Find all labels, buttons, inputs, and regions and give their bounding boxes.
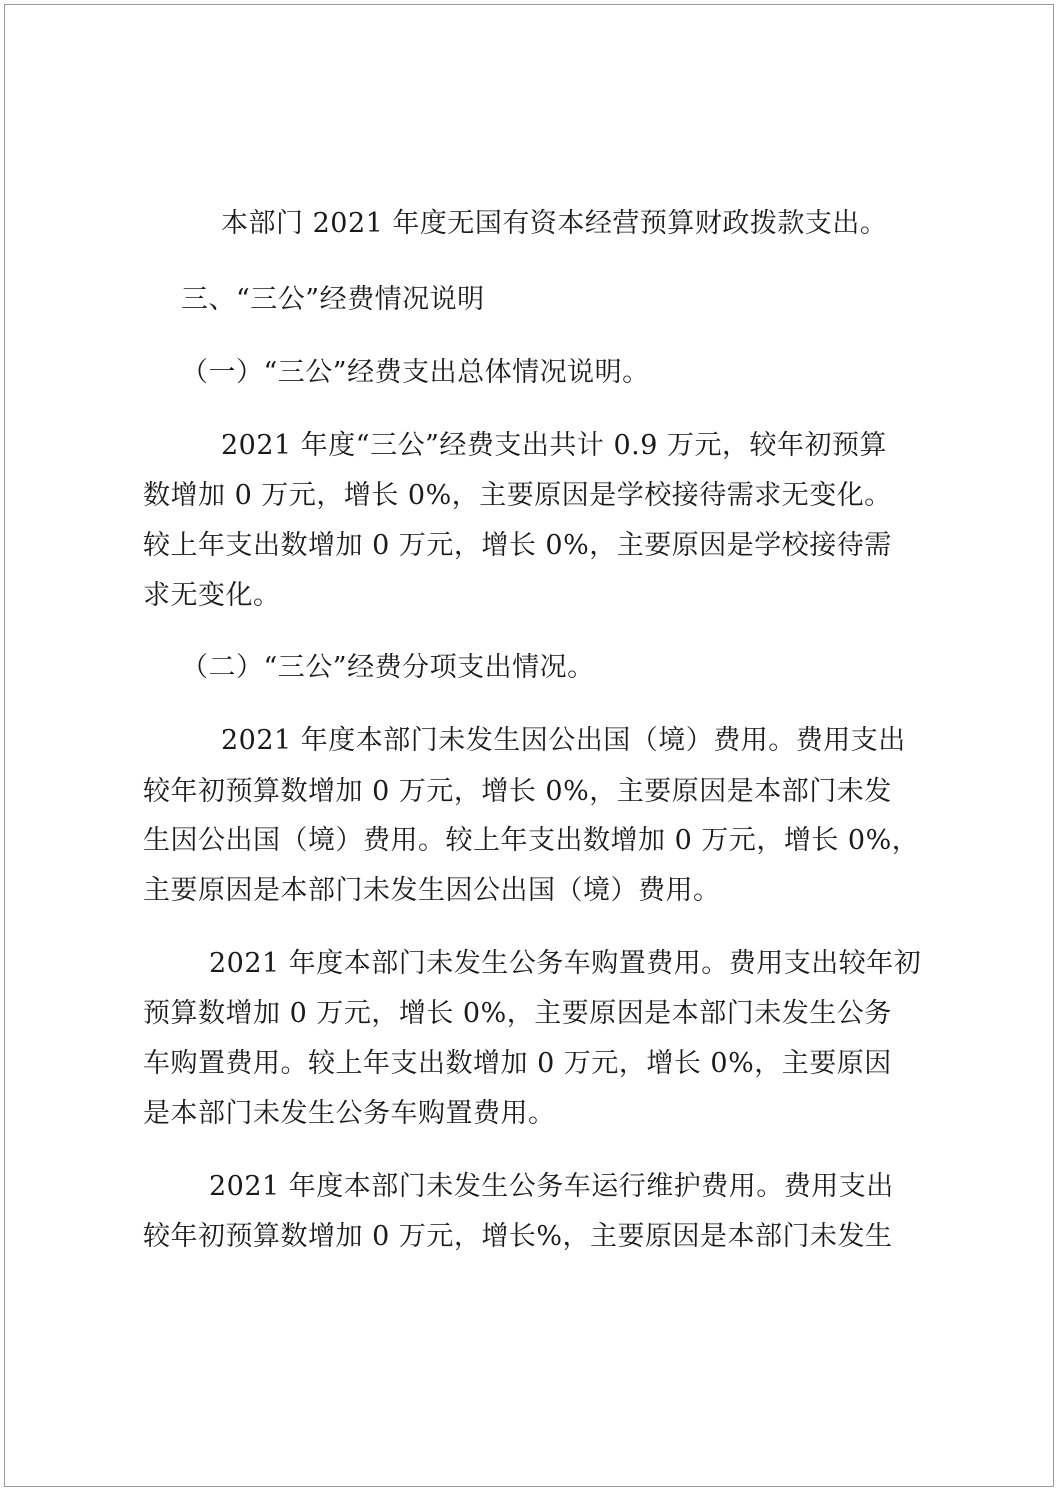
- text-line: 求无变化。: [143, 580, 281, 611]
- text-line: 较年初预算数增加 0 万元，增长%，主要原因是本部门未发生: [143, 1221, 893, 1252]
- text-line: 2021 年度本部门未发生公务车购置费用。费用支出较年初: [209, 948, 922, 979]
- text-line: 数增加 0 万元，增长 0%，主要原因是学校接待需求无变化。: [143, 480, 892, 511]
- subsection-heading: （二）“三公”经费分项支出情况。: [181, 652, 595, 683]
- section-heading: 三、“三公”经费情况说明: [181, 284, 485, 315]
- text-line: 2021 年度“三公”经费支出共计 0.9 万元，较年初预算: [221, 430, 888, 461]
- text-line: 2021 年度本部门未发生公务车运行维护费用。费用支出: [209, 1171, 894, 1202]
- subsection-heading: （一）“三公”经费支出总体情况说明。: [181, 357, 650, 388]
- text-line: 生因公出国（境）费用。较上年支出数增加 0 万元，增长 0%，: [143, 825, 920, 856]
- text-line: 本部门 2021 年度无国有资本经营预算财政拨款支出。: [221, 208, 888, 239]
- text-line: 预算数增加 0 万元，增长 0%，主要原因是本部门未发生公务: [143, 998, 892, 1029]
- text-line: 2021 年度本部门未发生因公出国（境）费用。费用支出: [221, 725, 906, 756]
- text-line: 较年初预算数增加 0 万元，增长 0%，主要原因是本部门未发: [143, 776, 892, 807]
- text-line: 较上年支出数增加 0 万元，增长 0%，主要原因是学校接待需: [143, 530, 892, 561]
- text-line: 是本部门未发生公务车购置费用。: [143, 1098, 556, 1129]
- document-page: [4, 4, 1054, 1487]
- text-line: 车购置费用。较上年支出数增加 0 万元，增长 0%，主要原因: [143, 1048, 892, 1079]
- text-line: 主要原因是本部门未发生因公出国（境）费用。: [143, 875, 721, 906]
